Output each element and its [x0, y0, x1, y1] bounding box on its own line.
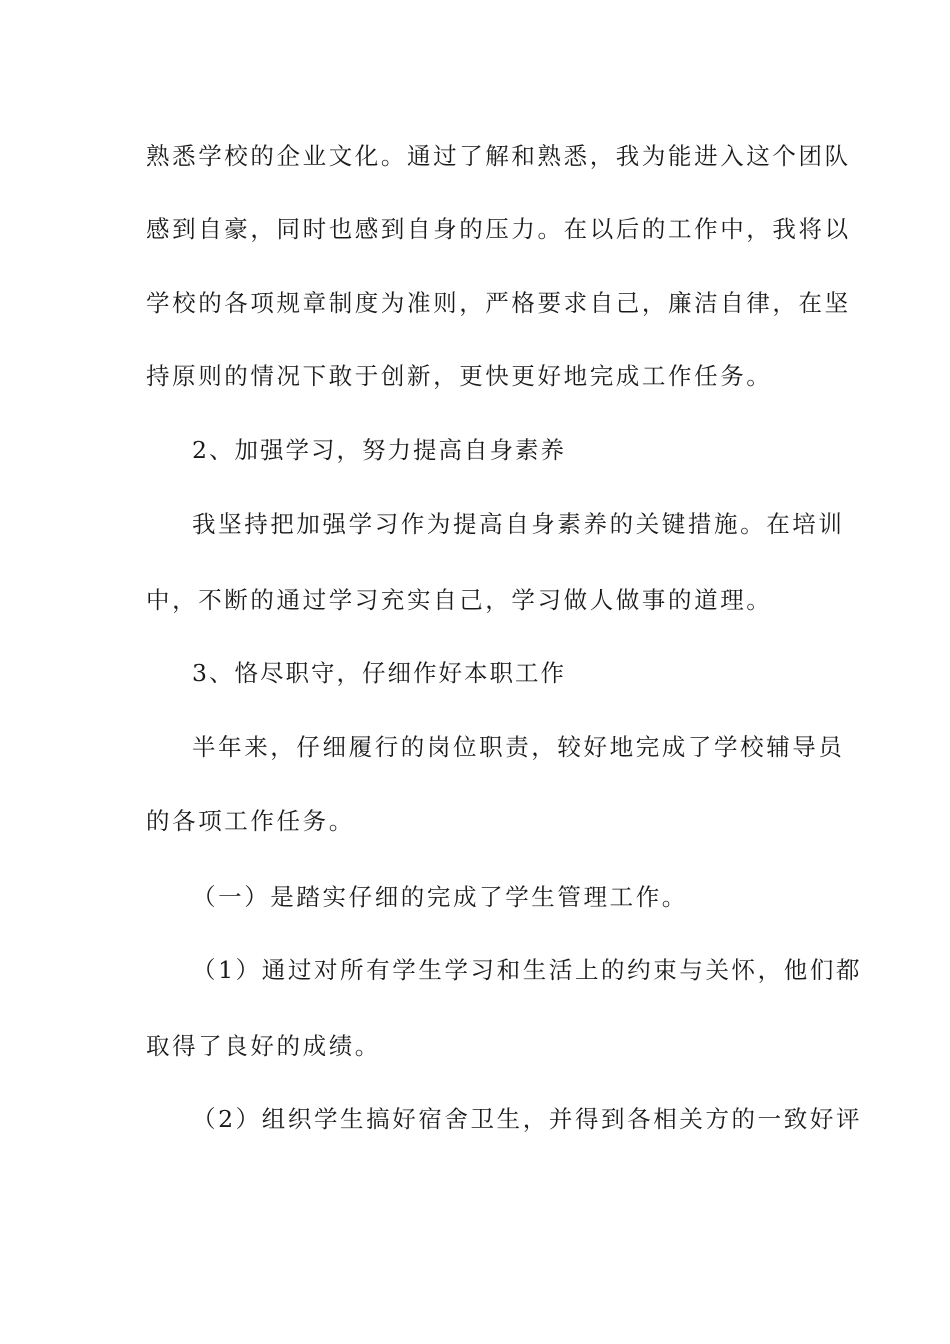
paragraph-line: 中，不断的通过学习充实自己，学习做人做事的道理。 [146, 586, 773, 614]
paragraph-line: 熟悉学校的企业文化。通过了解和熟悉，我为能进入这个团队 [146, 142, 851, 170]
paragraph-line: 我坚持把加强学习作为提高自身素养的关键措施。在培训 [192, 510, 845, 538]
list-item-line: 取得了良好的成绩。 [146, 1032, 381, 1060]
paragraph-line: 感到自豪，同时也感到自身的压力。在以后的工作中，我将以 [146, 215, 851, 243]
list-item-line: （1）通过对所有学生学习和生活上的约束与关怀，他们都 [192, 956, 863, 984]
paragraph-line: 半年来，仔细履行的岗位职责，较好地完成了学校辅导员 [192, 733, 845, 761]
section-heading: 2、加强学习，努力提高自身素养 [192, 436, 566, 464]
subsection-heading: （一）是踏实仔细的完成了学生管理工作。 [192, 883, 688, 911]
paragraph-line: 的各项工作任务。 [146, 807, 355, 835]
paragraph-line: 学校的各项规章制度为准则，严格要求自己，廉洁自律，在坚 [146, 289, 851, 317]
section-heading: 3、恪尽职守，仔细作好本职工作 [192, 659, 566, 687]
paragraph-line: 持原则的情况下敢于创新，更快更好地完成工作任务。 [146, 362, 773, 390]
list-item-line: （2）组织学生搞好宿舍卫生，并得到各相关方的一致好评 [192, 1105, 863, 1133]
